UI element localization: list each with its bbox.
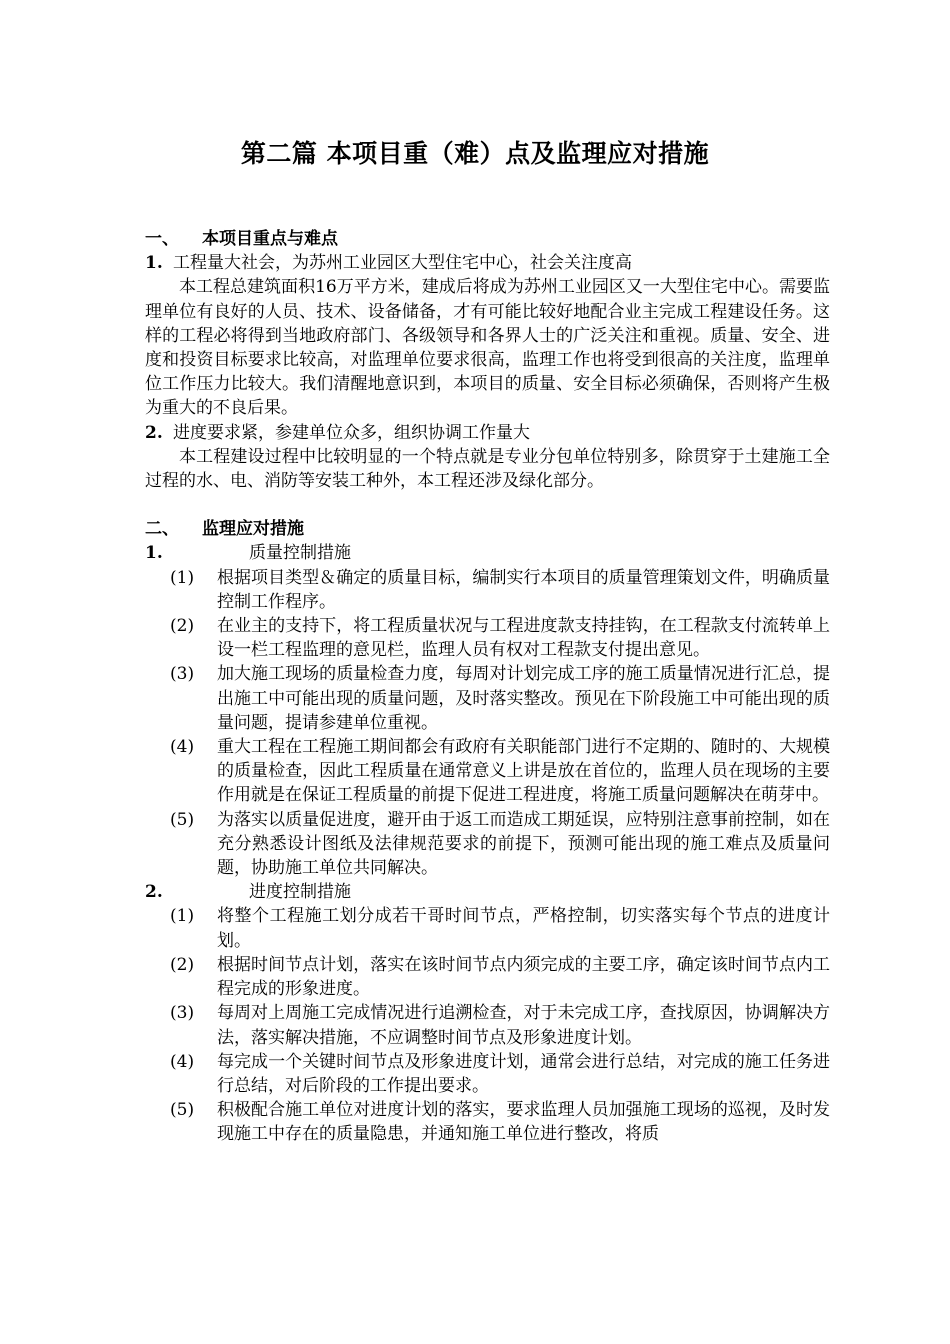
list-item [170,1098,830,1146]
paragraph: 本工程建设过程中比较明显的一个特点就是专业分包单位特别多，除贯穿于土建施工全过程的水、电、消防等安装工种外，本工程还涉及绿化部分。 [145,446,830,492]
item-marker: (1) [170,567,195,588]
document-body [145,227,830,1147]
section-number: 一、 [145,229,179,249]
item-text: 为落实以质量促进度，避开由于返工而造成工期延误，应特别注意事前控制，如在充分熟悉设计图纸及法律规范要求的前提下，预测可能出现的施工难点及质量问题，协助施工单位共同解决。 [217,809,830,879]
list-item [170,662,830,735]
section-heading-2 [145,517,830,541]
point-heading-1 [145,251,830,275]
subsection-title: 质量控制措施 [249,543,351,564]
list-item [170,1001,830,1049]
item-text: 重大工程在工程施工期间都会有政府有关职能部门进行不定期的、随时的、大规模的质量检查，因此工程质量在通常意义上讲是放在首位的，监理人员在现场的主要作用就是在保证工程质量的前提下促进工程进度，将施工质量问题解决在萌芽中。 [217,737,830,806]
point-number: 1. [145,253,163,274]
section-title: 监理应对措施 [202,519,304,540]
item-marker: (3) [170,664,195,685]
subsection-number: 1. [145,543,163,564]
item-text: 在业主的支持下，将工程质量状况与工程进度款支持挂钩，在工程款支付流转单上设一栏工程监理的意见栏，监理人员有权对工程款支付提出意见。 [217,616,830,661]
item-marker: (5) [170,1100,195,1121]
point-title: 进度要求紧，参建单位众多，组织协调工作量大 [173,422,530,443]
item-text: 根据项目类型＆确定的质量目标，编制实行本项目的质量管理策划文件，明确质量控制工作程序。 [217,567,830,612]
list-item [170,904,830,952]
page-title: 第二篇 本项目重（难）点及监理应对措施 [240,139,710,168]
list-item [170,1050,830,1098]
section-heading-1 [145,227,830,251]
point-number: 2. [145,422,163,443]
spacer [145,493,830,517]
item-marker: (3) [170,1003,195,1024]
item-marker: (2) [170,954,195,975]
list-item [170,614,830,662]
item-text: 加大施工现场的质量检查力度，每周对计划完成工序的施工质量情况进行汇总，提出施工中可能出现的质量问题，及时落实整改。预见在下阶段施工中可能出现的质量问题，提请参建单位重视。 [217,664,830,733]
item-marker: (5) [170,809,195,830]
subsection-number: 2. [145,882,163,903]
item-text: 积极配合施工单位对进度计划的落实，要求监理人员加强施工现场的巡视，及时发现施工中存在的质量隐患，并通知施工单位进行整改，将质 [217,1100,830,1145]
point-title: 工程量大社会，为苏州工业园区大型住宅中心，社会关注度高 [173,253,632,274]
item-marker: (2) [170,616,195,637]
section-title: 本项目重点与难点 [202,229,338,249]
list-item [170,953,830,1001]
item-text: 每周对上周施工完成情况进行追溯检查，对于未完成工序，查找原因，协调解决方法，落实解决措施，不应调整时间节点及形象进度计划。 [217,1003,830,1048]
item-marker: (1) [170,906,195,927]
item-text: 将整个工程施工划分成若干哥时间节点，严格控制，切实落实每个节点的进度计划。 [217,906,830,951]
item-text: 每完成一个关键时间节点及形象进度计划，通常会进行总结，对完成的施工任务进行总结，对后阶段的工作提出要求。 [217,1051,830,1096]
subsection-heading-progress [145,880,830,904]
subsection-title: 进度控制措施 [249,882,351,903]
item-marker: (4) [170,737,195,758]
list-item [170,566,830,614]
section-number: 二、 [145,519,179,540]
subsection-heading-quality [145,541,830,565]
item-text: 根据时间节点计划，落实在该时间节点内须完成的主要工序，确定该时间节点内工程完成的形象进度。 [217,954,830,1000]
list-item [170,808,830,881]
item-marker: (4) [170,1051,195,1072]
list-item [170,735,830,808]
paragraph: 本工程总建筑面积16万平方米，建成后将成为苏州工业园区又一大型住宅中心。需要监理单位有良好的人员、技术、设备储备，才有可能比较好地配合业主完成工程建设任务。这样的工程必将得到当地政府部门、各级领导和各界人士的广泛关注和重视。质量、安全、进度和投资目标要求比较高，对监理单位要求很高，监理工作也将受到很高的关注度，监理单位工作压力比较大。我们清醒地意识到，本项目的质量、安全目标必须确保，否则将产生极为重大的不良后果。 [145,277,830,419]
point-heading-2 [145,421,830,445]
